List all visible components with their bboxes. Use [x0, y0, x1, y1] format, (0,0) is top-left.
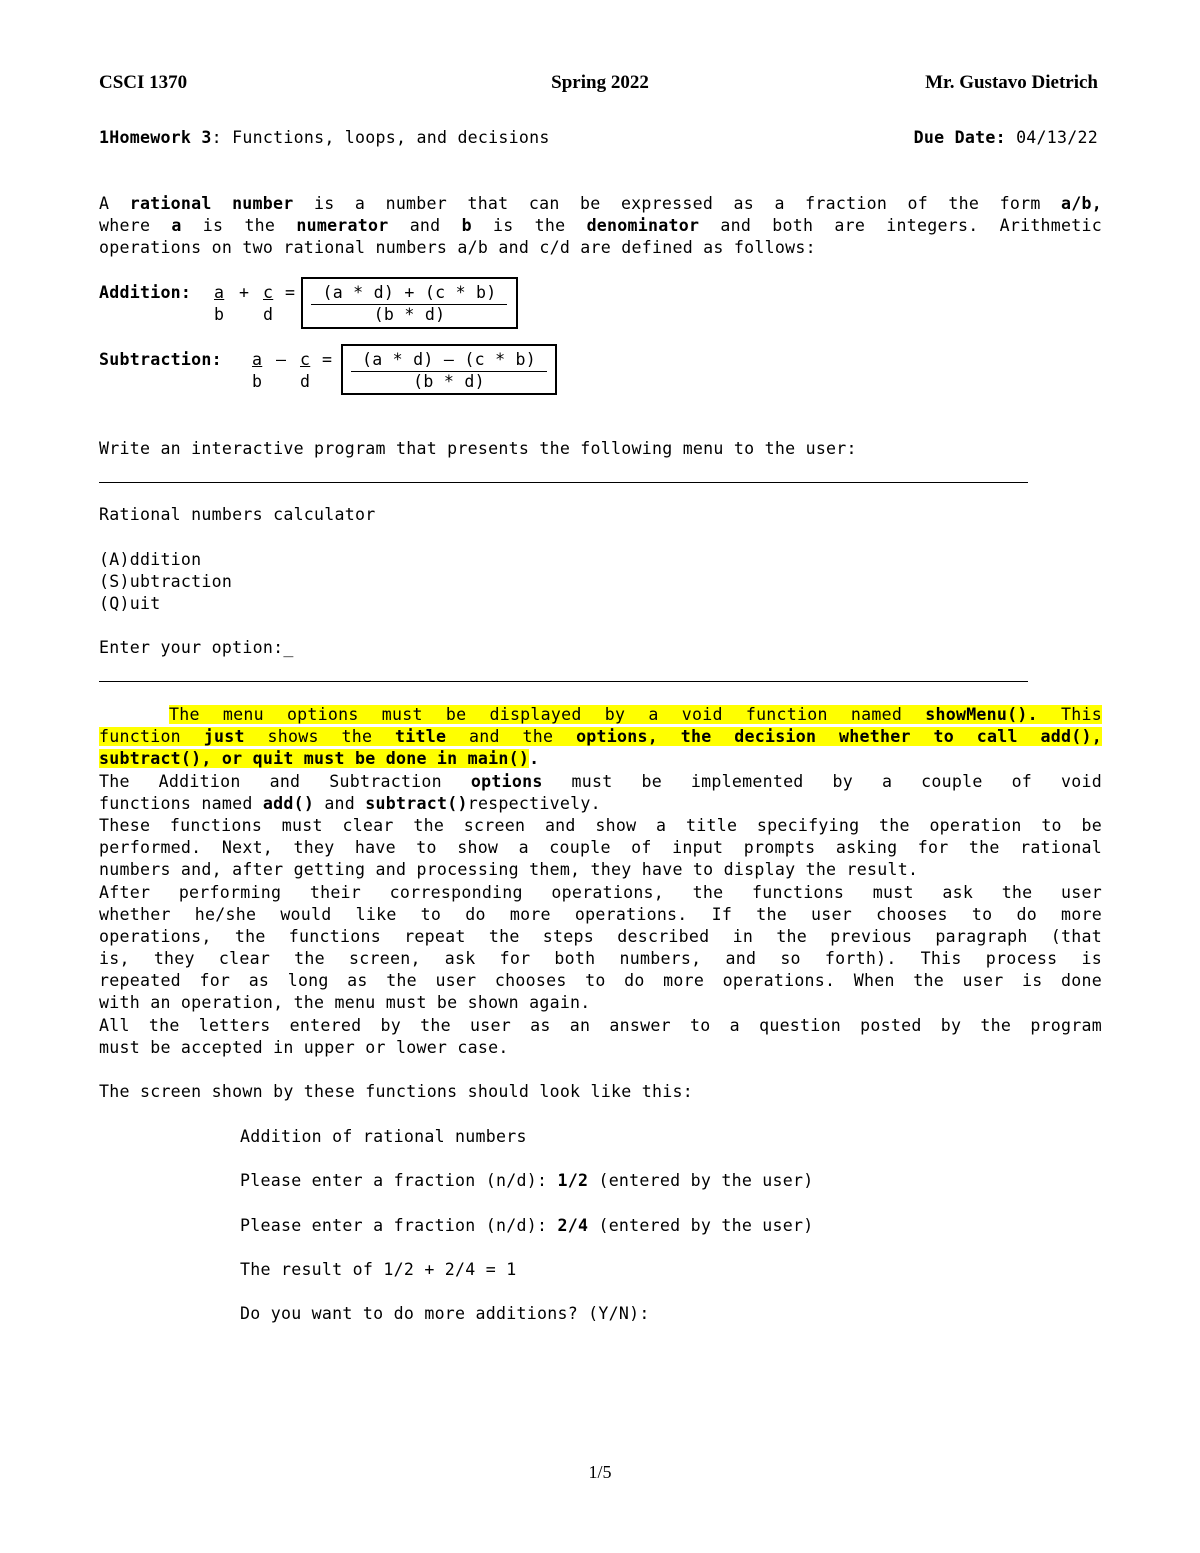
highlight-text: function: [99, 727, 181, 746]
body-line-9: is, they clear the screen, ask for both numbers, and so forth). This process is: [99, 949, 1102, 968]
intro-text: is the: [202, 216, 276, 235]
term-a: a: [171, 216, 182, 235]
body-line-2: [99, 794, 601, 813]
subtraction-b: b: [252, 372, 263, 391]
instructor: Mr. Gustavo Dietrich: [925, 72, 1098, 93]
user-note: (entered by the user): [598, 1216, 814, 1235]
term-rational-number: rational number: [129, 194, 294, 213]
body-line-6: After performing their corresponding operations, the functions must ask the user: [99, 883, 1102, 902]
menu-item-quit: (Q)uit: [99, 594, 161, 613]
addition-plus: +: [239, 283, 250, 302]
intro-line-3: operations on two rational numbers a/b and c/d are defined as follows:: [99, 238, 816, 257]
body-line-5: numbers and, after getting and processing them, they have to display the result.: [99, 860, 919, 879]
intro-comma: ,: [1091, 194, 1102, 213]
body-line-8: operations, the functions repeat the steps described in the previous paragraph (that: [99, 927, 1102, 946]
screen-intro: The screen shown by these functions should look like this:: [99, 1082, 693, 1101]
sample-again-prompt: Do you want to do more additions? (Y/N):: [240, 1304, 650, 1323]
body-text: must be implemented by a couple of void: [571, 772, 1102, 791]
page-number: 1/5: [588, 1462, 612, 1482]
body-line-1: [99, 772, 1102, 791]
prompt-text: Please enter a fraction (n/d):: [240, 1216, 548, 1235]
due-date: [914, 128, 1098, 147]
body-line-3: These functions must clear the screen and show a title specifying the operation to be: [99, 816, 1102, 835]
homework-subject: Functions, loops, and decisions: [232, 128, 550, 147]
showmenu-term: showMenu().: [925, 705, 1038, 724]
intro-text: is the: [493, 216, 566, 235]
addition-result-box: [301, 277, 518, 329]
subtraction-numerator: (a * d) – (c * b): [361, 350, 537, 369]
menu-rule-bottom: [99, 681, 1028, 682]
highlight-period: .: [529, 749, 540, 768]
menu-title: Rational numbers calculator: [99, 505, 376, 524]
prompt-text: Please enter a fraction (n/d):: [240, 1171, 548, 1190]
subtraction-equals: =: [322, 350, 333, 369]
body-text: and: [324, 794, 356, 813]
highlight-line-2: [99, 727, 1102, 746]
addition-equals: =: [285, 283, 296, 302]
menu-rule-top: [99, 482, 1028, 483]
title-term: title: [395, 727, 447, 746]
term-ab: a/b: [1061, 194, 1092, 213]
highlight-line-3: [99, 749, 539, 768]
highlight-text: shows the: [267, 727, 373, 746]
highlight-line-1: [99, 705, 1102, 724]
body-line-12: All the letters entered by the user as an answer to a question posted by the program: [99, 1016, 1102, 1035]
subtraction-denominator: (b * d): [413, 372, 485, 391]
intro-text: where: [99, 216, 151, 235]
intro-text: and both are integers. Arithmetic: [720, 216, 1103, 235]
term-b: b: [461, 216, 472, 235]
body-line-4: performed. Next, they have to show a couple of input prompts asking for the rational: [99, 838, 1102, 857]
add-function-name: add(): [262, 794, 315, 813]
term-denominator: denominator: [586, 216, 700, 235]
addition-denominator: (b * d): [373, 305, 446, 324]
sample-value-2: 2/4: [557, 1216, 589, 1235]
highlight-text: and the: [469, 727, 554, 746]
subtraction-minus: –: [276, 350, 287, 369]
intro-text: is a number that can be expressed as a fraction of the form: [313, 194, 1041, 213]
addition-numerator: (a * d) + (c * b): [322, 283, 497, 302]
body-line-10: repeated for as long as the user chooses to do more operations. When the user is done: [99, 971, 1102, 990]
subtraction-label: Subtraction:: [99, 350, 222, 369]
body-line-7: whether he/she would like to do more operations. If the user chooses to do more: [99, 905, 1102, 924]
term-numerator: numerator: [296, 216, 389, 235]
homework-label: 1Homework 3: [99, 128, 212, 147]
user-note: (entered by the user): [598, 1171, 814, 1190]
highlight-text: This: [1061, 705, 1102, 724]
addition-label: Addition:: [99, 283, 192, 302]
body-line-13: must be accepted in upper or lower case.: [99, 1038, 509, 1057]
menu-prompt: Enter your option:_: [99, 638, 294, 657]
body-text: respectively.: [467, 794, 601, 813]
subtraction-c: c: [300, 350, 311, 369]
due-label: Due Date:: [913, 128, 1006, 147]
homework-title: [99, 128, 550, 147]
addition-a: a: [214, 283, 225, 302]
addition-b: b: [214, 305, 225, 324]
options-term: options, the decision whether to call add(),: [576, 727, 1102, 746]
sample-result: The result of 1/2 + 2/4 = 1: [240, 1260, 517, 1279]
addition-c: c: [263, 283, 274, 302]
menu-item-subtraction: (S)ubtraction: [99, 572, 233, 591]
just-term: just: [203, 727, 245, 746]
subtraction-result-box: [341, 344, 557, 395]
term: Spring 2022: [551, 72, 649, 93]
body-line-11: with an operation, the menu must be shown again.: [99, 993, 591, 1012]
title-colon: :: [211, 128, 222, 147]
body-text: functions named: [99, 794, 253, 813]
due-value: 04/13/22: [1016, 128, 1098, 147]
addition-d: d: [263, 305, 274, 324]
subtraction-a: a: [252, 350, 263, 369]
course-code: CSCI 1370: [99, 72, 188, 93]
highlight-text: The menu options must be displayed by a void function named: [169, 705, 903, 724]
intro-line-1: [99, 194, 1102, 213]
sample-prompt-1: [240, 1171, 814, 1190]
subtract-function-name: subtract(): [365, 794, 468, 813]
menu-item-addition: (A)ddition: [99, 550, 202, 569]
body-text: The Addition and Subtraction: [99, 772, 442, 791]
subtraction-d: d: [300, 372, 311, 391]
main-decision-term: subtract(), or quit must be done in main(): [99, 749, 530, 768]
sample-value-1: 1/2: [557, 1171, 589, 1190]
intro-text: and: [409, 216, 441, 235]
sample-prompt-2: [240, 1216, 814, 1235]
intro-text: A: [99, 194, 110, 213]
intro-line-2: [99, 216, 1102, 235]
sample-title: Addition of rational numbers: [240, 1127, 527, 1146]
menu-intro: Write an interactive program that presents the following menu to the user:: [99, 439, 857, 458]
options-bold: options: [470, 772, 543, 791]
